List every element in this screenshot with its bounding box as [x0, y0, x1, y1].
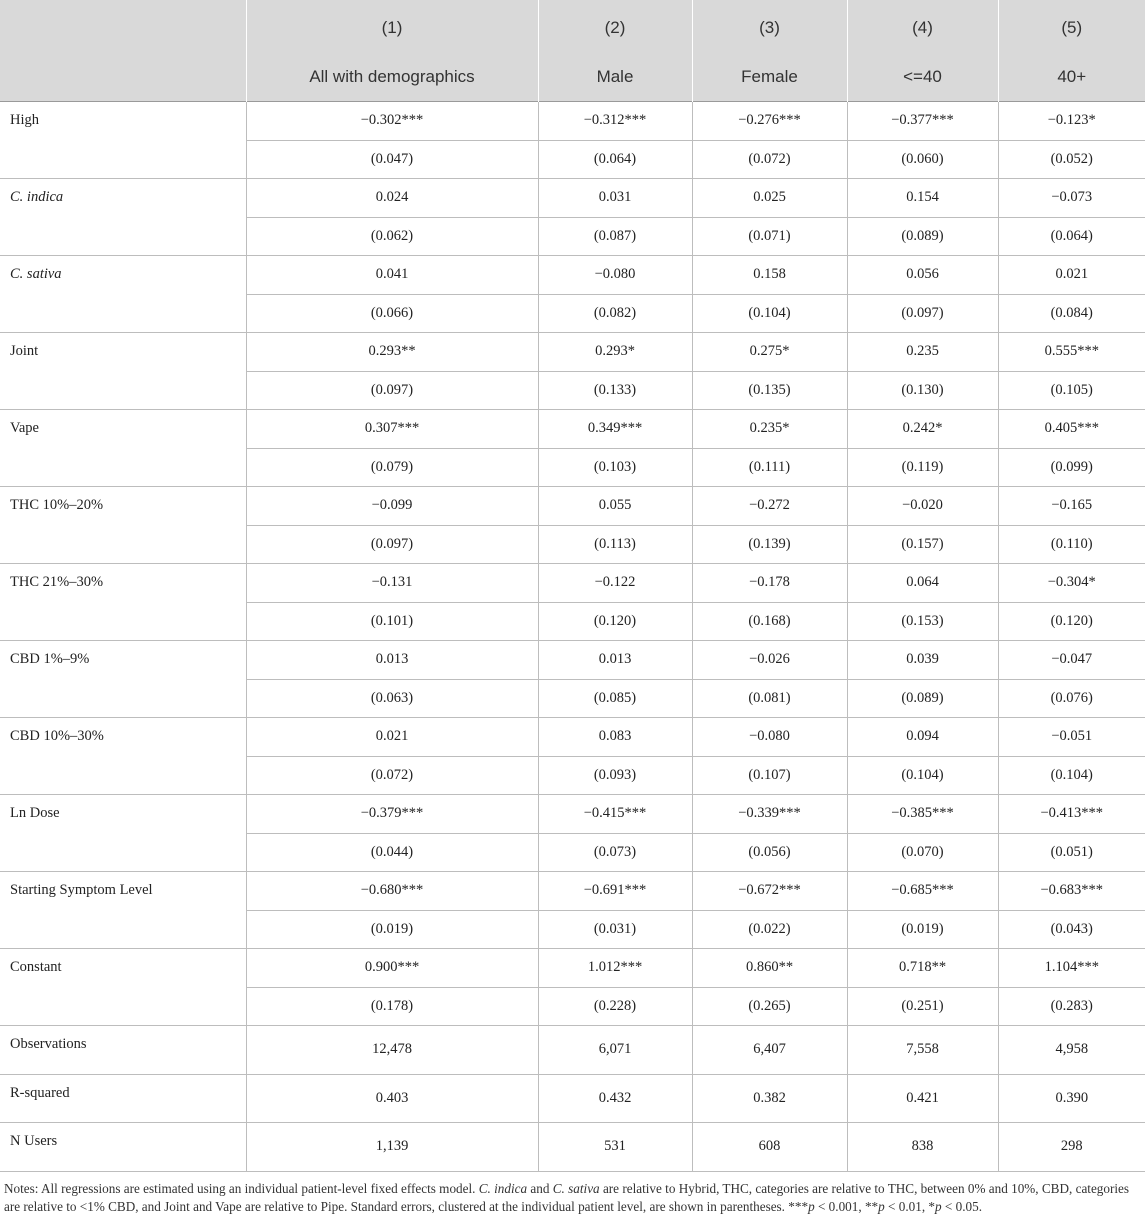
- se-cell: (0.019): [847, 910, 998, 949]
- coef-cell: 0.031: [538, 179, 692, 218]
- coef-cell: −0.339***: [692, 795, 847, 834]
- coef-cell: 0.083: [538, 718, 692, 757]
- se-cell: (0.104): [692, 294, 847, 333]
- row-label: CBD 10%–30%: [0, 718, 246, 795]
- coef-cell: −0.379***: [246, 795, 538, 834]
- se-cell: (0.105): [998, 371, 1145, 410]
- se-cell: (0.103): [538, 448, 692, 487]
- se-cell: (0.130): [847, 371, 998, 410]
- se-cell: (0.101): [246, 602, 538, 641]
- notes-threshold: < 0.01, *: [884, 1198, 936, 1214]
- coef-cell: −0.685***: [847, 872, 998, 911]
- row-label: Constant: [0, 949, 246, 1026]
- se-cell: (0.052): [998, 140, 1145, 179]
- header-row-names: [0, 53, 1145, 102]
- coef-cell: 0.013: [246, 641, 538, 680]
- coef-cell: −0.131: [246, 564, 538, 603]
- se-cell: (0.064): [538, 140, 692, 179]
- stat-cell: 0.382: [692, 1074, 847, 1123]
- coef-cell: 0.056: [847, 256, 998, 295]
- coef-cell: 0.242*: [847, 410, 998, 449]
- coef-cell: 0.021: [246, 718, 538, 757]
- coef-cell: 0.307***: [246, 410, 538, 449]
- coef-cell: 0.235*: [692, 410, 847, 449]
- notes-indica: C. indica: [478, 1180, 528, 1196]
- se-cell: (0.089): [847, 217, 998, 256]
- coef-cell: 0.349***: [538, 410, 692, 449]
- coef-cell: 0.405***: [998, 410, 1145, 449]
- table-body: [0, 102, 1145, 1172]
- coef-cell: −0.073: [998, 179, 1145, 218]
- se-cell: (0.070): [847, 833, 998, 872]
- se-cell: (0.110): [998, 525, 1145, 564]
- row-label: Vape: [0, 410, 246, 487]
- se-cell: (0.056): [692, 833, 847, 872]
- stat-cell: 1,139: [246, 1123, 538, 1172]
- row-label-italic: C. sativa: [10, 266, 62, 282]
- row-label: THC 10%–20%: [0, 487, 246, 564]
- se-cell: (0.022): [692, 910, 847, 949]
- notes-body: are relative to Hybrid, THC, categories are relative to THC, between 0% and 10%, CBD, categories are relative to <1% CBD, and Joint and Vape are relative to Pipe. Standard errors, clustered at the individual patient level, are shown in parentheses. ***: [4, 1180, 1130, 1214]
- coef-cell: −0.165: [998, 487, 1145, 526]
- coef-cell: −0.122: [538, 564, 692, 603]
- se-cell: (0.081): [692, 679, 847, 718]
- coef-cell: 0.275*: [692, 333, 847, 372]
- column-number: (1): [246, 0, 538, 53]
- se-cell: (0.251): [847, 987, 998, 1026]
- se-cell: (0.066): [246, 294, 538, 333]
- coef-cell: 0.555***: [998, 333, 1145, 372]
- se-cell: (0.139): [692, 525, 847, 564]
- se-cell: (0.063): [246, 679, 538, 718]
- row-label: [0, 179, 246, 256]
- stat-label: Observations: [0, 1026, 246, 1075]
- se-cell: (0.153): [847, 602, 998, 641]
- coef-cell: 0.094: [847, 718, 998, 757]
- table-row-coef: [0, 795, 1145, 834]
- se-cell: (0.085): [538, 679, 692, 718]
- row-label: Joint: [0, 333, 246, 410]
- coef-cell: 0.024: [246, 179, 538, 218]
- se-cell: (0.097): [246, 525, 538, 564]
- notes-sativa: C. sativa: [552, 1180, 600, 1196]
- coef-cell: 0.055: [538, 487, 692, 526]
- se-cell: (0.084): [998, 294, 1145, 333]
- table-row-coef: [0, 487, 1145, 526]
- stat-cell: 298: [998, 1123, 1145, 1172]
- se-cell: (0.113): [538, 525, 692, 564]
- se-cell: (0.228): [538, 987, 692, 1026]
- se-cell: (0.135): [692, 371, 847, 410]
- header-corner: [0, 0, 246, 53]
- coef-cell: −0.099: [246, 487, 538, 526]
- coef-cell: −0.415***: [538, 795, 692, 834]
- se-cell: (0.178): [246, 987, 538, 1026]
- coef-cell: −0.683***: [998, 872, 1145, 911]
- coef-cell: −0.276***: [692, 102, 847, 141]
- se-cell: (0.082): [538, 294, 692, 333]
- coef-cell: 0.293**: [246, 333, 538, 372]
- notes-p: p: [935, 1198, 942, 1214]
- column-number: (5): [998, 0, 1145, 53]
- se-cell: (0.168): [692, 602, 847, 641]
- row-label: Starting Symptom Level: [0, 872, 246, 949]
- stat-cell: 531: [538, 1123, 692, 1172]
- coef-cell: −0.026: [692, 641, 847, 680]
- coef-cell: 0.293*: [538, 333, 692, 372]
- coef-cell: 0.235: [847, 333, 998, 372]
- table-header: [0, 0, 1145, 102]
- se-cell: (0.283): [998, 987, 1145, 1026]
- column-number: (3): [692, 0, 847, 53]
- se-cell: (0.079): [246, 448, 538, 487]
- se-cell: (0.133): [538, 371, 692, 410]
- column-name: All with demographics: [246, 53, 538, 102]
- se-cell: (0.071): [692, 217, 847, 256]
- row-label: CBD 1%–9%: [0, 641, 246, 718]
- notes-threshold: < 0.001, **: [814, 1198, 879, 1214]
- coef-cell: 0.154: [847, 179, 998, 218]
- se-cell: (0.265): [692, 987, 847, 1026]
- se-cell: (0.104): [847, 756, 998, 795]
- notes-p: p: [808, 1198, 815, 1214]
- table-row-coef: [0, 641, 1145, 680]
- se-cell: (0.093): [538, 756, 692, 795]
- se-cell: (0.072): [692, 140, 847, 179]
- table-row-stat: [0, 1123, 1145, 1172]
- coef-cell: −0.691***: [538, 872, 692, 911]
- se-cell: (0.157): [847, 525, 998, 564]
- coef-cell: −0.680***: [246, 872, 538, 911]
- se-cell: (0.120): [998, 602, 1145, 641]
- coef-cell: −0.123*: [998, 102, 1145, 141]
- table-row-coef: [0, 179, 1145, 218]
- coef-cell: −0.272: [692, 487, 847, 526]
- row-label: [0, 256, 246, 333]
- coef-cell: −0.302***: [246, 102, 538, 141]
- coef-cell: −0.178: [692, 564, 847, 603]
- coef-cell: −0.047: [998, 641, 1145, 680]
- coef-cell: 0.041: [246, 256, 538, 295]
- coef-cell: −0.080: [538, 256, 692, 295]
- column-name: 40+: [998, 53, 1145, 102]
- se-cell: (0.073): [538, 833, 692, 872]
- se-cell: (0.099): [998, 448, 1145, 487]
- stat-label: N Users: [0, 1123, 246, 1172]
- se-cell: (0.051): [998, 833, 1145, 872]
- se-cell: (0.107): [692, 756, 847, 795]
- table-row-coef: [0, 102, 1145, 141]
- coef-cell: −0.377***: [847, 102, 998, 141]
- coef-cell: −0.051: [998, 718, 1145, 757]
- table-notes: [0, 1172, 1145, 1216]
- se-cell: (0.043): [998, 910, 1145, 949]
- row-label: THC 21%–30%: [0, 564, 246, 641]
- table-row-coef: [0, 410, 1145, 449]
- table-row-coef: [0, 718, 1145, 757]
- coef-cell: 0.025: [692, 179, 847, 218]
- se-cell: (0.097): [847, 294, 998, 333]
- se-cell: (0.076): [998, 679, 1145, 718]
- table-row-stat: [0, 1074, 1145, 1123]
- table-row-coef: [0, 872, 1145, 911]
- coef-cell: 0.900***: [246, 949, 538, 988]
- column-name: Female: [692, 53, 847, 102]
- se-cell: (0.019): [246, 910, 538, 949]
- column-name: Male: [538, 53, 692, 102]
- stat-cell: 6,407: [692, 1026, 847, 1075]
- row-label: Ln Dose: [0, 795, 246, 872]
- stat-cell: 0.421: [847, 1074, 998, 1123]
- row-label: High: [0, 102, 246, 179]
- se-cell: (0.060): [847, 140, 998, 179]
- coef-cell: −0.413***: [998, 795, 1145, 834]
- coef-cell: −0.312***: [538, 102, 692, 141]
- notes-and: and: [527, 1180, 553, 1196]
- stat-label: R-squared: [0, 1074, 246, 1123]
- coef-cell: −0.304*: [998, 564, 1145, 603]
- se-cell: (0.104): [998, 756, 1145, 795]
- notes-prefix: Notes: All regressions are estimated using an individual patient-level fixed effects model.: [4, 1180, 479, 1196]
- coef-cell: −0.385***: [847, 795, 998, 834]
- se-cell: (0.044): [246, 833, 538, 872]
- coef-cell: 0.158: [692, 256, 847, 295]
- se-cell: (0.072): [246, 756, 538, 795]
- stat-cell: 0.390: [998, 1074, 1145, 1123]
- se-cell: (0.062): [246, 217, 538, 256]
- column-number: (2): [538, 0, 692, 53]
- row-label-italic: C. indica: [10, 189, 64, 205]
- header-corner: [0, 53, 246, 102]
- stat-cell: 4,958: [998, 1026, 1145, 1075]
- column-number: (4): [847, 0, 998, 53]
- se-cell: (0.097): [246, 371, 538, 410]
- stat-cell: 0.403: [246, 1074, 538, 1123]
- stat-cell: 12,478: [246, 1026, 538, 1075]
- coef-cell: 1.104***: [998, 949, 1145, 988]
- stat-cell: 0.432: [538, 1074, 692, 1123]
- table-row-coef: [0, 333, 1145, 372]
- se-cell: (0.120): [538, 602, 692, 641]
- coef-cell: 0.064: [847, 564, 998, 603]
- se-cell: (0.089): [847, 679, 998, 718]
- coef-cell: −0.672***: [692, 872, 847, 911]
- table-row-coef: [0, 564, 1145, 603]
- table-row-stat: [0, 1026, 1145, 1075]
- se-cell: (0.111): [692, 448, 847, 487]
- stat-cell: 6,071: [538, 1026, 692, 1075]
- header-row-numbers: [0, 0, 1145, 53]
- coef-cell: 0.039: [847, 641, 998, 680]
- table-row-coef: [0, 256, 1145, 295]
- column-name: <=40: [847, 53, 998, 102]
- table-row-coef: [0, 949, 1145, 988]
- coef-cell: −0.080: [692, 718, 847, 757]
- coef-cell: 0.013: [538, 641, 692, 680]
- stat-cell: 838: [847, 1123, 998, 1172]
- se-cell: (0.047): [246, 140, 538, 179]
- se-cell: (0.087): [538, 217, 692, 256]
- stat-cell: 608: [692, 1123, 847, 1172]
- coef-cell: −0.020: [847, 487, 998, 526]
- coef-cell: 1.012***: [538, 949, 692, 988]
- stat-cell: 7,558: [847, 1026, 998, 1075]
- coef-cell: 0.860**: [692, 949, 847, 988]
- notes-p: p: [878, 1198, 885, 1214]
- notes-threshold: < 0.05.: [941, 1198, 983, 1214]
- coef-cell: 0.021: [998, 256, 1145, 295]
- coef-cell: 0.718**: [847, 949, 998, 988]
- se-cell: (0.031): [538, 910, 692, 949]
- se-cell: (0.119): [847, 448, 998, 487]
- se-cell: (0.064): [998, 217, 1145, 256]
